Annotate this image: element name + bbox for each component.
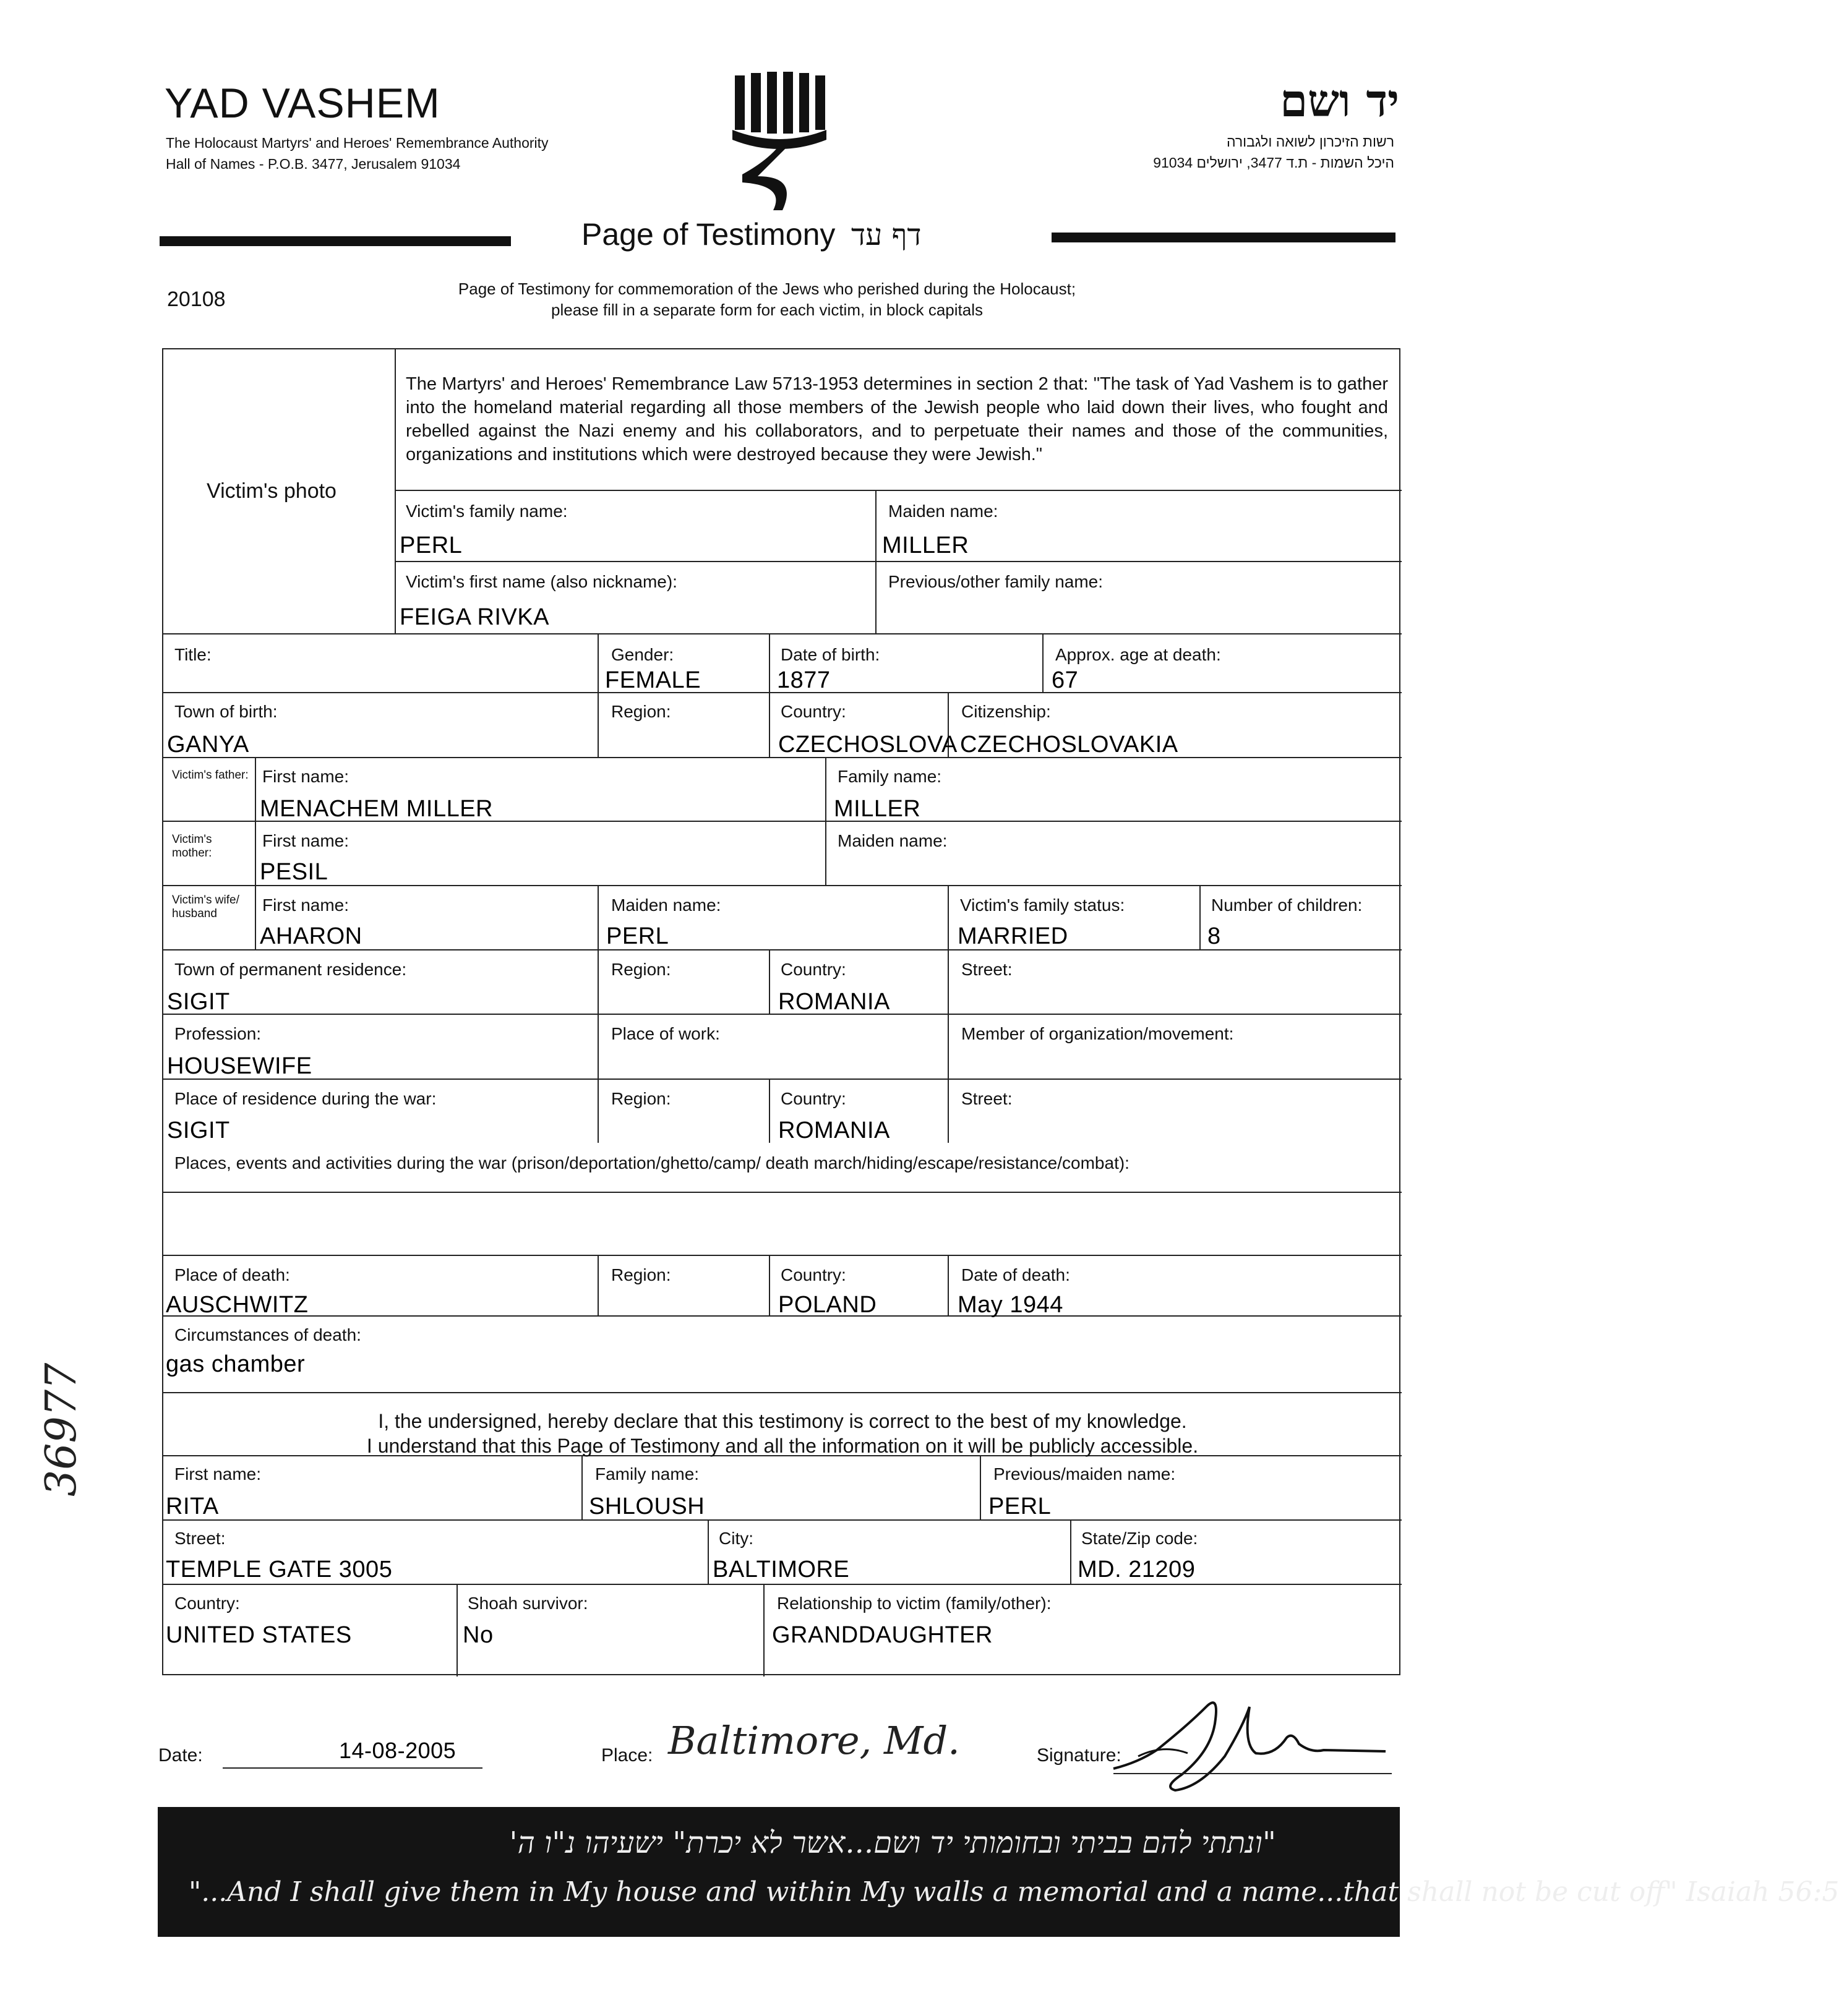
member-label: Member of organization/movement: [961, 1024, 1234, 1043]
war-street-label: Street: [961, 1089, 1013, 1108]
submitter-family-name-value[interactable]: SHLOUSH [589, 1493, 705, 1519]
testimony-form [162, 348, 1400, 1675]
dob-label: Date of birth: [781, 645, 880, 664]
spouse-side-label: Victim's wife/ husband [172, 894, 239, 920]
relationship-value[interactable]: GRANDDAUGHTER [772, 1622, 993, 1648]
death-country-value[interactable]: POLAND [778, 1292, 877, 1318]
age-value[interactable]: 67 [1052, 667, 1079, 693]
spouse-maiden-name-label: Maiden name: [611, 895, 721, 915]
header-rule-left [160, 236, 511, 246]
citizenship-label: Citizenship: [961, 702, 1051, 721]
mother-first-name-value[interactable]: PESIL [260, 859, 328, 885]
gender-label: Gender: [611, 645, 674, 664]
town-residence-label: Town of permanent residence: [174, 960, 407, 979]
footer-english-quote: "...And I shall give them in My house and within My walls a memorial and a name...that shall not be cut off" Isaiah 56:5 [189, 1876, 1839, 1908]
form-number: 20108 [167, 288, 226, 311]
father-family-name-label: Family name: [838, 767, 942, 786]
submitter-first-name-value[interactable]: RITA [166, 1493, 219, 1519]
mother-side-label: Victim's mother: [172, 833, 212, 860]
submitter-street-label: Street: [174, 1529, 226, 1548]
survivor-label: Shoah survivor: [468, 1594, 588, 1613]
war-country-value[interactable]: ROMANIA [778, 1117, 890, 1143]
submitter-city-label: City: [719, 1529, 753, 1548]
submitter-prev-maiden-value[interactable]: PERL [988, 1493, 1052, 1519]
death-region-label: Region: [611, 1265, 671, 1284]
signature-handwritten-icon [1101, 1682, 1398, 1793]
death-place-label: Place of death: [174, 1265, 290, 1284]
relationship-label: Relationship to victim (family/other): [777, 1594, 1052, 1613]
death-circ-value[interactable]: gas chamber [166, 1351, 306, 1377]
gender-value[interactable]: FEMALE [605, 667, 701, 693]
family-name-label: Victim's family name: [406, 502, 568, 521]
death-date-label: Date of death: [961, 1265, 1070, 1284]
war-region-label: Region: [611, 1089, 671, 1108]
prev-family-name-label: Previous/other family name: [888, 572, 1104, 591]
footer-hebrew-quote: "ונתתי להם בביתי ובחומותי יד ושם...אשר לא יכרת" ישעיהו נ"ו ה' [509, 1826, 1276, 1860]
maiden-name-label: Maiden name: [888, 502, 998, 521]
war-country-label: Country: [781, 1089, 846, 1108]
org-line-1-hebrew: רשות הזיכרון לשואה ולגבורה [1226, 134, 1394, 150]
victim-photo-label: Victim's photo [207, 479, 337, 503]
date-value[interactable]: 14-08-2005 [339, 1738, 457, 1763]
submitter-family-name-label: Family name: [595, 1464, 700, 1484]
submitter-city-value[interactable]: BALTIMORE [713, 1557, 850, 1582]
events-label: Places, events and activities during the war (prison/deportation/ghetto/camp/ death march/hiding/escape/resistance/combat): [174, 1153, 1130, 1172]
residence-country-value[interactable]: ROMANIA [778, 989, 890, 1015]
town-birth-value[interactable]: GANYA [167, 732, 249, 758]
title-label: Title: [174, 645, 212, 664]
death-circ-label: Circumstances of death: [174, 1325, 361, 1344]
town-birth-label: Town of birth: [174, 702, 278, 721]
spouse-maiden-name-value[interactable]: PERL [606, 923, 669, 949]
profession-label: Profession: [174, 1024, 262, 1043]
country-birth-label: Country: [781, 702, 846, 721]
death-country-label: Country: [781, 1265, 846, 1284]
form-intro [365, 278, 1169, 320]
org-line-1: The Holocaust Martyrs' and Heroes' Remembrance Authority [166, 135, 549, 151]
residence-street-label: Street: [961, 960, 1013, 979]
intro-line-1: Page of Testimony for commemoration of the Jews who perished during the Holocaust; [458, 280, 1076, 298]
submitter-prev-maiden-label: Previous/maiden name: [993, 1464, 1176, 1484]
country-birth-value[interactable]: CZECHOSLOVA [778, 732, 958, 758]
spouse-first-name-label: First name: [262, 895, 349, 915]
date-label: Date: [158, 1745, 203, 1766]
form-title: Page of Testimony [581, 217, 836, 252]
declaration-line-1: I, the undersigned, hereby declare that this testimony is correct to the best of my knowledge. [378, 1410, 1187, 1432]
age-label: Approx. age at death: [1055, 645, 1221, 664]
residence-country-label: Country: [781, 960, 846, 979]
intro-line-2: please fill in a separate form for each victim, in block capitals [551, 301, 983, 319]
submitter-first-name-label: First name: [174, 1464, 262, 1484]
first-name-value[interactable]: FEIGA RIVKA [400, 604, 550, 630]
residence-region-label: Region: [611, 960, 671, 979]
mother-maiden-name-label: Maiden name: [838, 831, 948, 850]
father-side-label: Victim's father: [172, 769, 249, 782]
profession-value[interactable]: HOUSEWIFE [167, 1053, 312, 1079]
children-label: Number of children: [1211, 895, 1363, 915]
org-name: YAD VASHEM [165, 80, 440, 127]
law-text: The Martyrs' and Heroes' Remembrance Law 5713-1953 determines in section 2 that: "The task of Yad Vashem is to gather into the homeland material regarding all those members of the Jewish people who laid down their lives, who fought and rebelled against the Nazi enemy and his collaborators, and to perpetuate their names and those of the communities, organizations and institutions which were destroyed because they were Jewish." [406, 374, 1388, 464]
children-value[interactable]: 8 [1207, 923, 1221, 949]
maiden-name-value[interactable]: MILLER [882, 532, 969, 558]
place-label: Place: [601, 1745, 653, 1766]
first-name-label: Victim's first name (also nickname): [406, 572, 677, 591]
father-family-name-value[interactable]: MILLER [834, 796, 921, 822]
margin-handwritten-number: 36977 [37, 1362, 86, 1497]
family-status-label: Victim's family status: [960, 895, 1125, 915]
town-residence-value[interactable]: SIGIT [167, 989, 230, 1015]
signature-label: Signature: [1037, 1745, 1121, 1766]
header-rule-right [1052, 233, 1395, 242]
war-residence-label: Place of residence during the war: [174, 1089, 437, 1108]
submitter-state-label: State/Zip code: [1081, 1529, 1198, 1548]
father-first-name-label: First name: [262, 767, 349, 786]
workplace-label: Place of work: [611, 1024, 720, 1043]
family-status-value[interactable]: MARRIED [958, 923, 1068, 949]
place-handwritten: Baltimore, Md. [668, 1718, 960, 1763]
citizenship-value[interactable]: CZECHOSLOVAKIA [960, 732, 1178, 758]
region-birth-label: Region: [611, 702, 671, 721]
submitter-country-value[interactable]: UNITED STATES [166, 1622, 352, 1648]
submitter-country-label: Country: [174, 1594, 240, 1613]
war-residence-value[interactable]: SIGIT [167, 1117, 230, 1143]
menorah-logo-icon [724, 68, 835, 216]
father-first-name-value[interactable]: MENACHEM MILLER [260, 796, 493, 822]
survivor-value[interactable]: No [463, 1622, 494, 1648]
declaration-line-2: I understand that this Page of Testimony and all the information on it will be publicly accessible. [366, 1435, 1199, 1457]
family-name-value[interactable]: PERL [400, 532, 463, 558]
org-name-hebrew: יד ושם [1280, 74, 1399, 127]
footer-quote-band [158, 1807, 1839, 1937]
org-line-2-hebrew: היכל השמות - ת.ד 3477, ירושלים 91034 [1153, 155, 1394, 171]
submitter-street-value[interactable]: TEMPLE GATE 3005 [166, 1557, 393, 1582]
org-line-2: Hall of Names - P.O.B. 3477, Jerusalem 91034 [166, 156, 461, 172]
date-underline [223, 1767, 482, 1769]
dob-value[interactable]: 1877 [777, 667, 831, 693]
spouse-first-name-value[interactable]: AHARON [260, 923, 362, 949]
submitter-state-value[interactable]: MD. 21209 [1078, 1557, 1196, 1582]
death-date-value[interactable]: May 1944 [958, 1292, 1063, 1318]
mother-first-name-label: First name: [262, 831, 349, 850]
death-place-value[interactable]: AUSCHWITZ [166, 1292, 309, 1318]
form-title-hebrew: דף עד [851, 218, 922, 252]
